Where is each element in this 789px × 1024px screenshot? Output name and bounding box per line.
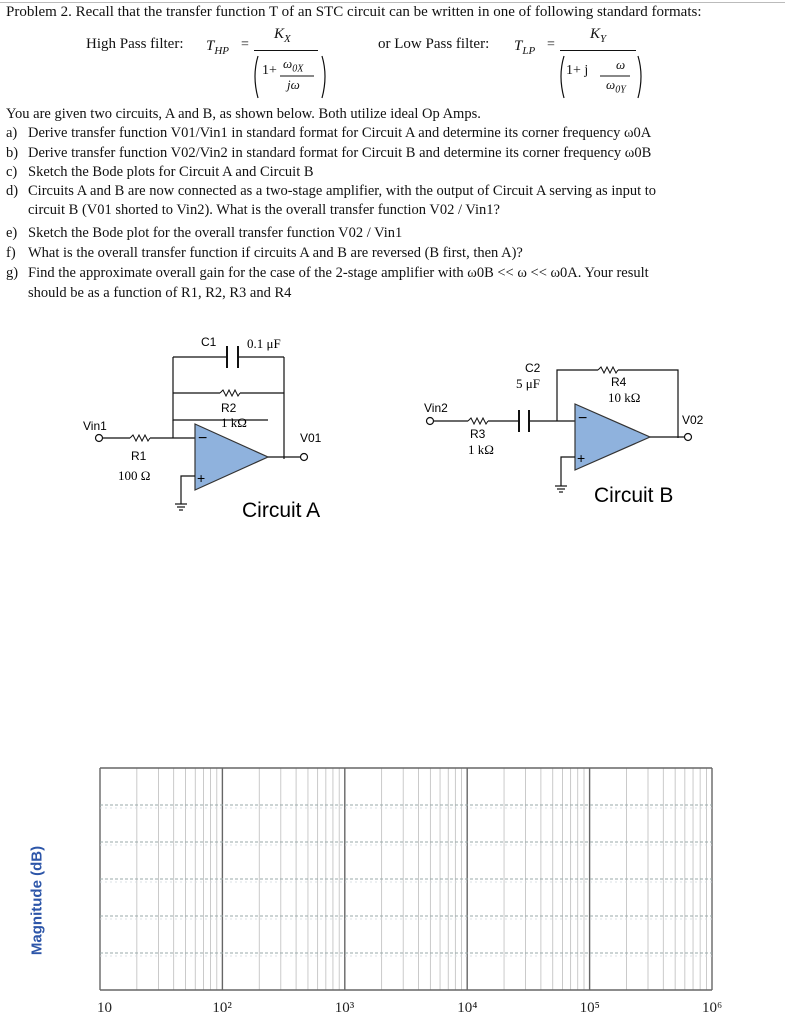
- question-d: d) Circuits A and B are now connected as a two-stage amplifier, with the output of Circuit A serving as input to: [6, 183, 657, 199]
- lp-inner-den: $\omega_{0Y}$: [606, 77, 626, 96]
- x-tick-label: 10⁵: [579, 1000, 600, 1016]
- problem-intro: Problem 2. Recall that the transfer function T of an STC circuit can be written in one of following standard formats:: [6, 4, 702, 20]
- bode-tick-labels: [97, 1000, 722, 1016]
- lp-inner-num: ω: [616, 57, 626, 72]
- r4-value: 10 kΩ: [608, 390, 641, 405]
- hp-inner-den: jω: [287, 77, 300, 92]
- v01-terminal: [301, 454, 308, 461]
- c1-label: C1: [201, 335, 217, 349]
- c2-value: 5 μF: [516, 376, 540, 391]
- v02-label: V02: [682, 413, 704, 427]
- hp-equals: =: [241, 37, 249, 52]
- lp-numerator: $K_Y$: [590, 26, 607, 45]
- vin2-label: Vin2: [424, 401, 448, 415]
- x-tick-label: 10: [97, 1000, 112, 1016]
- question-e: e) Sketch the Bode plot for the overall transfer function V02 / Vin1: [6, 225, 403, 241]
- r4-resistor: [598, 367, 618, 373]
- circuit-a-title: Circuit A: [242, 499, 321, 522]
- r1-value: 100 Ω: [118, 468, 151, 483]
- r3-label: R3: [470, 427, 486, 441]
- c2-label: C2: [525, 361, 541, 375]
- hp-fraction-bar: [254, 50, 318, 51]
- v01-label: V01: [300, 431, 322, 445]
- lp-one-plus: 1+ j: [566, 63, 589, 78]
- x-tick-label: 10²: [212, 1000, 232, 1016]
- hp-one-plus: 1+: [262, 63, 277, 78]
- vin2-terminal: [427, 418, 434, 425]
- opamp-b-minus: −: [578, 410, 588, 427]
- hp-symbol: $T_{HP}$: [206, 38, 230, 57]
- r2-resistor: [220, 390, 240, 396]
- r3-value: 1 kΩ: [468, 442, 494, 457]
- vin1-terminal: [96, 435, 103, 442]
- opamp-a-plus: +: [197, 470, 206, 486]
- bode-ylabel: Magnitude (dB): [28, 845, 46, 956]
- x-tick-label: 10⁶: [702, 1000, 723, 1016]
- question-f: f) What is the overall transfer function if circuits A and B are reversed (B first, then A)?: [6, 245, 523, 261]
- x-tick-label: 10⁴: [457, 1000, 478, 1016]
- hp-label: High Pass filter:: [86, 36, 184, 52]
- r1-resistor: [130, 435, 150, 441]
- x-tick-label: 10³: [334, 1000, 355, 1016]
- lp-equals: =: [547, 37, 555, 52]
- question-a: a) Derive transfer function V01/Vin1 in standard format for Circuit A and determine its corner frequency ω0A: [6, 125, 652, 141]
- question-g: g) Find the approximate overall gain for the case of the 2-stage amplifier with ω0B << ω << ω0A. Your result: [6, 265, 649, 281]
- hp-numerator: $K_X$: [274, 26, 291, 45]
- r3-resistor: [468, 418, 488, 424]
- bode-grid: [0, 760, 789, 1024]
- lp-symbol: $T_{LP}$: [514, 38, 536, 57]
- circuit-b-title: Circuit B: [594, 484, 674, 507]
- circuit-a: [0, 320, 380, 530]
- opamp-a-minus: −: [198, 430, 208, 447]
- circuit-b: [400, 340, 789, 520]
- vin1-label: Vin1: [83, 419, 107, 433]
- formula-row: [0, 26, 789, 102]
- question-c: c) Sketch the Bode plots for Circuit A and Circuit B: [6, 164, 314, 180]
- lp-fraction-bar: [560, 50, 636, 51]
- hp-inner-num: $\omega_{0X}$: [283, 56, 304, 75]
- lp-label: or Low Pass filter:: [378, 36, 490, 52]
- r2-label: R2: [221, 401, 237, 415]
- r1-label: R1: [131, 449, 147, 463]
- question-b: b) Derive transfer function V02/Vin2 in standard format for Circuit B and determine its corner frequency ω0B: [6, 145, 652, 161]
- c1-value: 0.1 μF: [247, 336, 281, 351]
- questions-intro: You are given two circuits, A and B, as shown below. Both utilize ideal Op Amps.: [6, 106, 481, 122]
- opamp-b-plus: +: [577, 450, 586, 466]
- v02-terminal: [685, 434, 692, 441]
- question-g-line2: should be as a function of R1, R2, R3 and R4: [28, 285, 292, 301]
- question-d-line2: circuit B (V01 shorted to Vin2). What is the overall transfer function V02 / Vin1?: [28, 202, 500, 218]
- top-rule: [0, 2, 785, 3]
- bode-gridlines: [100, 768, 712, 990]
- r2-value: 1 kΩ: [221, 415, 247, 430]
- r4-label: R4: [611, 375, 627, 389]
